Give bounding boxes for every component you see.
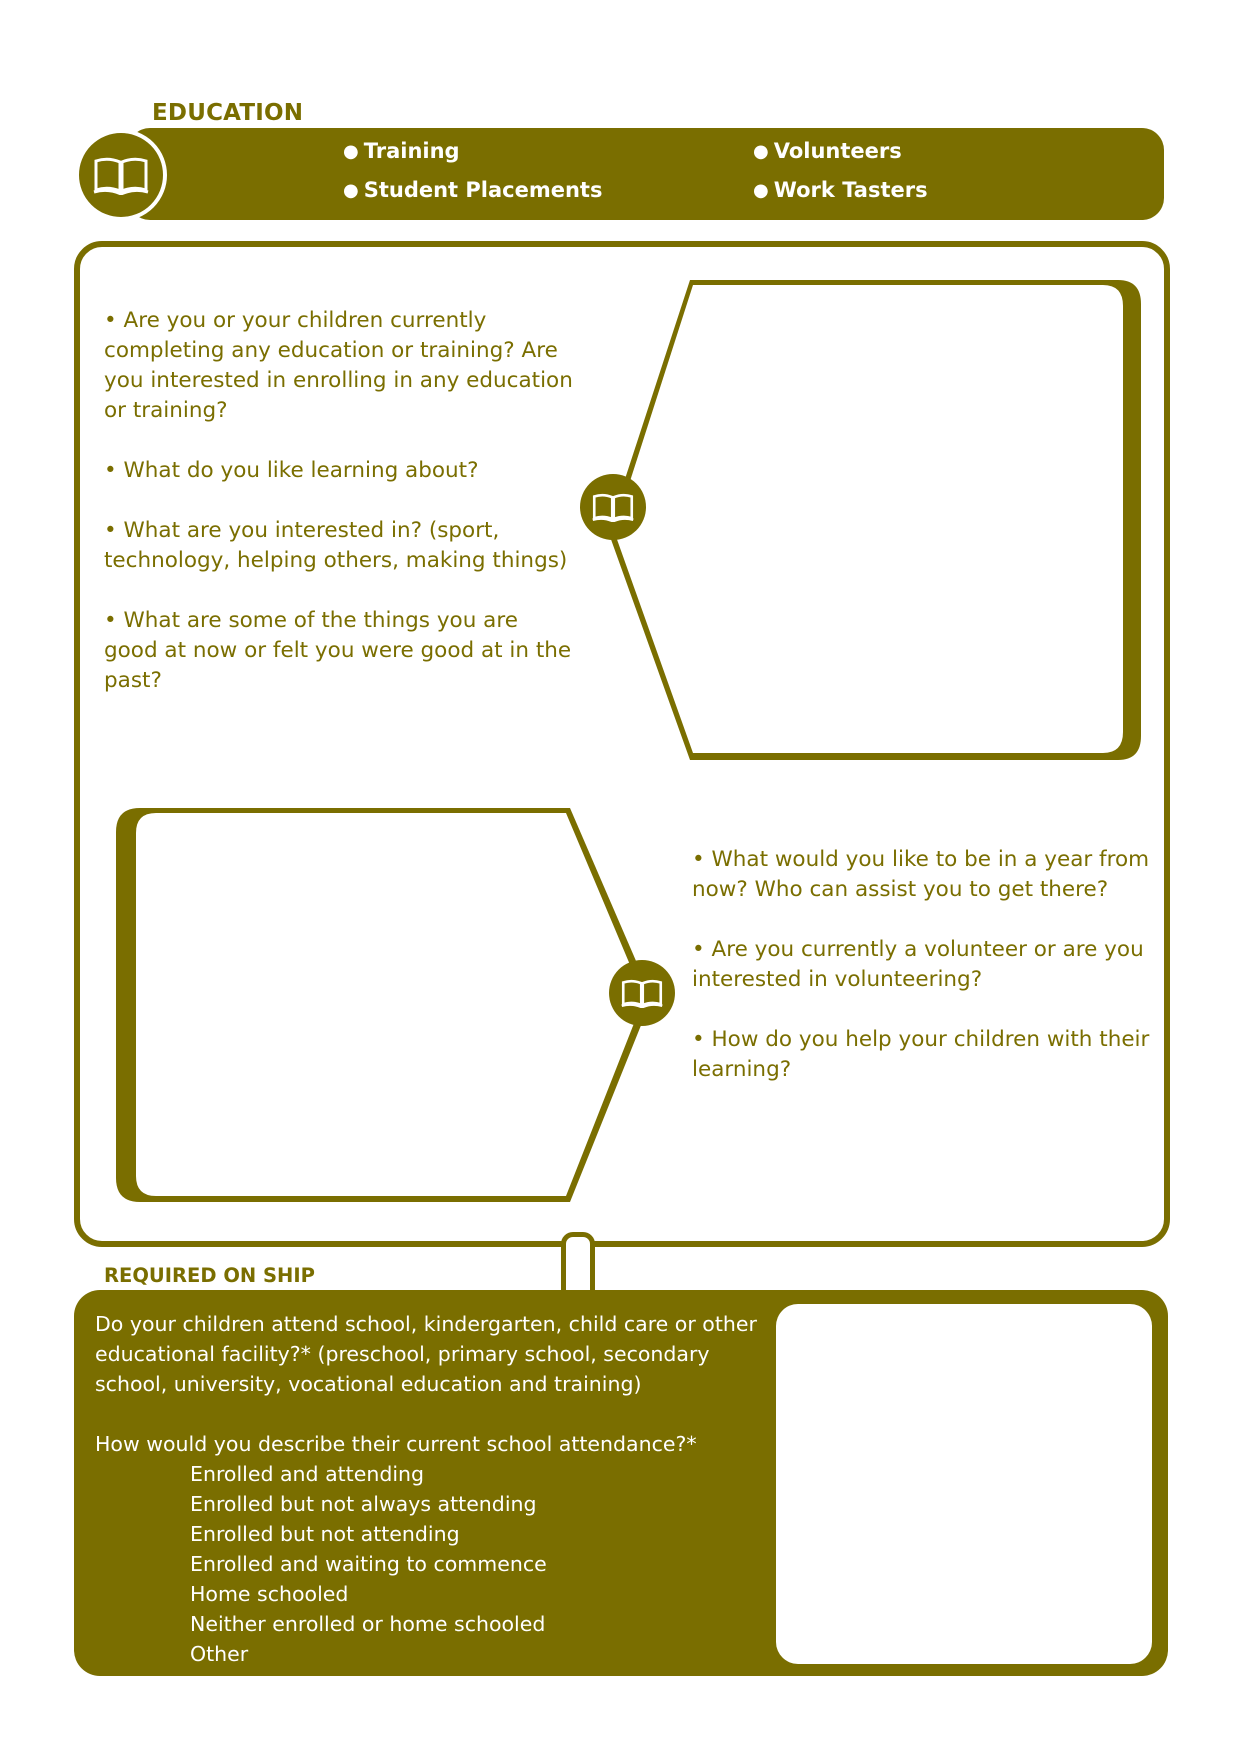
book-icon [591, 492, 635, 522]
tag-work-tasters: ● Work Tasters [753, 178, 928, 202]
attendance-option: Other [190, 1642, 249, 1666]
answer-box-bottom[interactable] [112, 806, 672, 1206]
prompt-item: • Are you or your children currently completing any education or training? Are you interested in enrolling in any education or training? [104, 308, 573, 423]
section-title: EDUCATION [152, 100, 304, 126]
tag-training: ● Training [343, 139, 460, 163]
book-icon [92, 155, 150, 195]
attendance-option: Enrolled but not always attending [190, 1492, 537, 1516]
header-icon-circle [75, 129, 167, 221]
connector-bottom [609, 960, 675, 1026]
required-question-1: Do your children attend school, kindergarten, child care or other educational facility?* (preschool, primary school, secondary school, university, vocational education and training) [95, 1312, 757, 1396]
required-text [95, 1309, 775, 1669]
attendance-options [190, 1459, 775, 1669]
prompts-top [104, 306, 574, 726]
prompt-item: • What are you interested in? (sport, technology, helping others, making things) [104, 518, 568, 573]
required-answer-box[interactable] [776, 1304, 1152, 1664]
answer-box-top[interactable] [578, 276, 1158, 766]
attendance-option: Neither enrolled or home schooled [190, 1612, 546, 1636]
prompt-item: • What are some of the things you are good at now or felt you were good at in the past? [104, 608, 572, 693]
prompt-item: • Are you currently a volunteer or are you interested in volunteering? [692, 937, 1144, 992]
prompt-item: • What do you like learning about? [104, 458, 479, 483]
required-title: REQUIRED ON SHIP [104, 1264, 315, 1287]
prompts-bottom [692, 845, 1152, 1115]
attendance-option: Home schooled [190, 1582, 349, 1606]
attendance-option: Enrolled and attending [190, 1462, 425, 1486]
book-icon [620, 978, 664, 1008]
tag-volunteers: ● Volunteers [753, 139, 902, 163]
prompt-item: • What would you like to be in a year from now? Who can assist you to get there? [692, 847, 1150, 902]
tag-student-placements: ● Student Placements [343, 178, 603, 202]
connector-top [580, 474, 646, 540]
attendance-option: Enrolled and waiting to commence [190, 1552, 547, 1576]
prompt-item: • How do you help your children with their learning? [692, 1027, 1150, 1082]
required-question-2: How would you describe their current school attendance?* [95, 1432, 697, 1456]
header-bar [128, 128, 1164, 220]
attendance-option: Enrolled but not attending [190, 1522, 460, 1546]
